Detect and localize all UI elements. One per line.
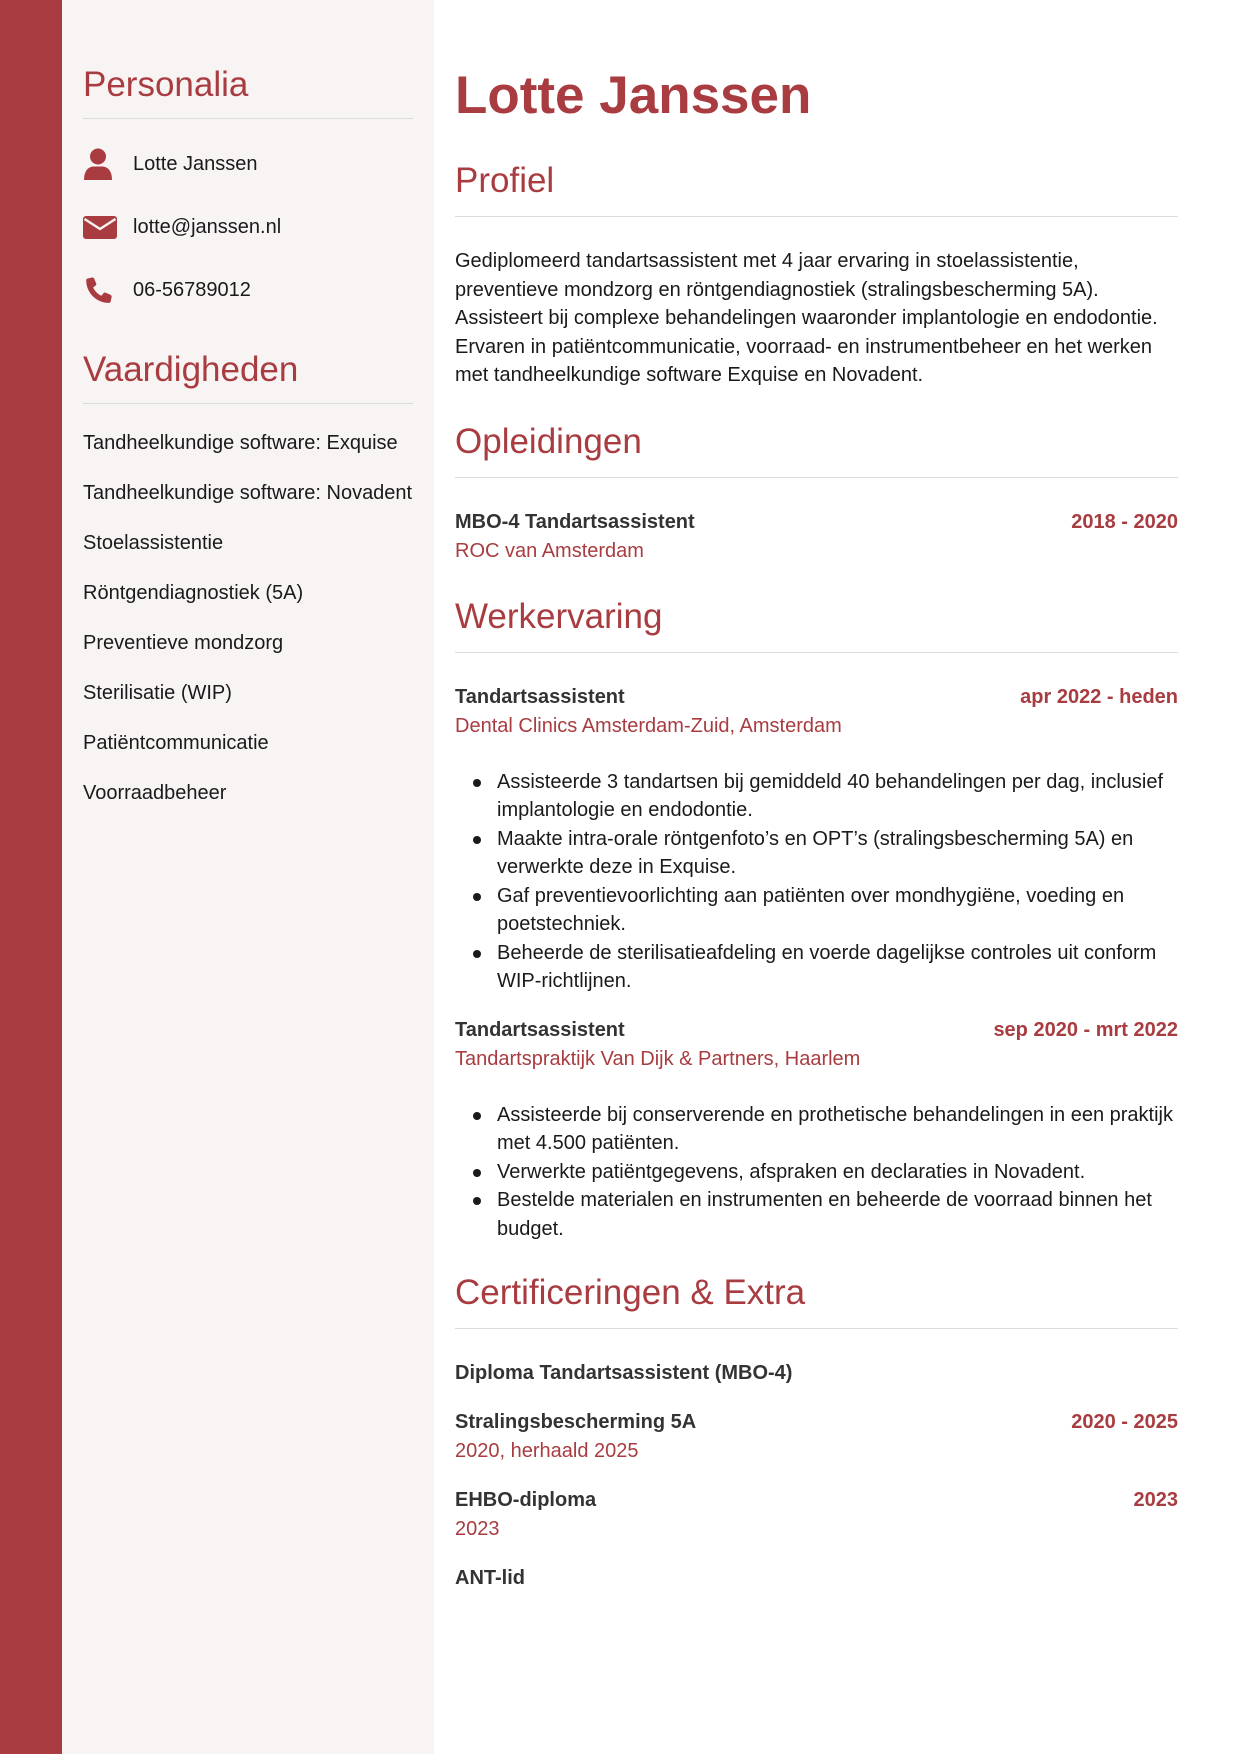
education-title: MBO-4 Tandartsassistent xyxy=(455,510,695,533)
profile-heading: Profiel xyxy=(455,158,1178,217)
education-heading: Opleidingen xyxy=(455,419,1178,478)
certification-date: 2020 - 2025 xyxy=(1071,1411,1178,1433)
contact-name xyxy=(83,148,413,180)
candidate-name: Lotte Janssen xyxy=(455,66,812,125)
skill-item: Patiëntcommunicatie xyxy=(83,732,269,754)
contact-list xyxy=(83,119,413,306)
skill-item: Tandheelkundige software: Novadent xyxy=(83,482,413,504)
skill-item: Stoelassistentie xyxy=(83,532,224,554)
job-bullet: Verwerkte patiëntgegevens, afspraken en declaraties in Novadent. xyxy=(497,1158,1178,1187)
contact-name-text: Lotte Janssen xyxy=(133,152,258,175)
education-entry xyxy=(455,508,1178,566)
skills-heading: Vaardigheden xyxy=(83,347,413,404)
job-title: Tandartsassistent xyxy=(455,685,625,708)
skills-list xyxy=(83,404,413,808)
certification-entry xyxy=(455,1564,1178,1593)
certification-title: Diploma Tandartsassistent (MBO-4) xyxy=(455,1362,793,1384)
contact-phone[interactable] xyxy=(83,274,413,306)
contact-email-text[interactable]: lotte@janssen.nl xyxy=(133,215,282,238)
main-content xyxy=(455,62,1178,1593)
skill-item: Preventieve mondzorg xyxy=(83,632,284,654)
certification-sub: 2020, herhaald 2025 xyxy=(455,1440,639,1462)
job-date: sep 2020 - mrt 2022 xyxy=(993,1018,1178,1041)
work-entry xyxy=(455,683,1178,996)
certification-entry xyxy=(455,1408,1178,1466)
envelope-icon xyxy=(83,211,133,243)
job-bullet: Maakte intra-orale röntgenfoto’s en OPT’s (stralingsbescherming 5A) en verwerkte deze in Exquise. xyxy=(497,825,1178,882)
certification-sub: 2023 xyxy=(455,1518,500,1540)
user-icon xyxy=(83,148,133,180)
work-entry xyxy=(455,1016,1178,1244)
certification-entry xyxy=(455,1359,1178,1388)
job-bullets xyxy=(455,1101,1178,1244)
skill-item: Voorraadbeheer xyxy=(83,782,227,804)
skill-item: Sterilisatie (WIP) xyxy=(83,682,232,704)
job-date: apr 2022 - heden xyxy=(1020,685,1178,708)
contact-phone-text[interactable]: 06-56789012 xyxy=(133,278,251,301)
certification-title: EHBO-diploma xyxy=(455,1489,597,1511)
skill-item: Tandheelkundige software: Exquise xyxy=(83,432,398,454)
work-heading: Werkervaring xyxy=(455,594,1178,653)
job-bullet: Bestelde materialen en instrumenten en beheerde de voorraad binnen het budget. xyxy=(497,1186,1178,1243)
phone-icon xyxy=(83,274,133,306)
job-title: Tandartsassistent xyxy=(455,1018,625,1041)
certification-title: Stralingsbescherming 5A xyxy=(455,1411,697,1433)
job-bullet: Assisteerde 3 tandartsen bij gemiddeld 40 behandelingen per dag, inclusief implantologie en endodontie. xyxy=(497,768,1178,825)
education-date: 2018 - 2020 xyxy=(1071,510,1178,533)
job-bullet: Assisteerde bij conserverende en prothetische behandelingen in een praktijk met 4.500 patiënten. xyxy=(497,1101,1178,1158)
job-bullets xyxy=(455,768,1178,996)
certification-title: ANT-lid xyxy=(455,1567,525,1589)
job-bullet: Gaf preventievoorlichting aan patiënten over mondhygiëne, voeding en poetstechniek. xyxy=(497,882,1178,939)
skill-item: Röntgendiagnostiek (5A) xyxy=(83,582,304,604)
certification-date: 2023 xyxy=(1133,1489,1178,1511)
job-company: Tandartspraktijk Van Dijk & Partners, Haarlem xyxy=(455,1047,861,1070)
job-company: Dental Clinics Amsterdam-Zuid, Amsterdam xyxy=(455,714,842,737)
certifications-heading: Certificeringen & Extra xyxy=(455,1270,1178,1329)
profile-text: Gediplomeerd tandartsassistent met 4 jaar ervaring in stoelassistentie, preventieve mondzorg en röntgendiagnostiek (stralingsbescherming 5A). Assisteert bij complexe behandelingen waaronder implantologie en endodontie. Ervaren in patiëntcommunicatie, voorraad- en instrumentbeheer en het werken met tandheelkundige software Exquise en Novadent. xyxy=(455,250,1158,386)
education-institution: ROC van Amsterdam xyxy=(455,539,644,562)
certification-entry xyxy=(455,1486,1178,1544)
sidebar xyxy=(62,0,434,1754)
personalia-heading: Personalia xyxy=(83,62,413,119)
contact-email[interactable] xyxy=(83,211,413,243)
accent-stripe xyxy=(0,0,62,1754)
job-bullet: Beheerde de sterilisatieafdeling en voerde dagelijkse controles uit conform WIP-richtlijnen. xyxy=(497,939,1178,996)
